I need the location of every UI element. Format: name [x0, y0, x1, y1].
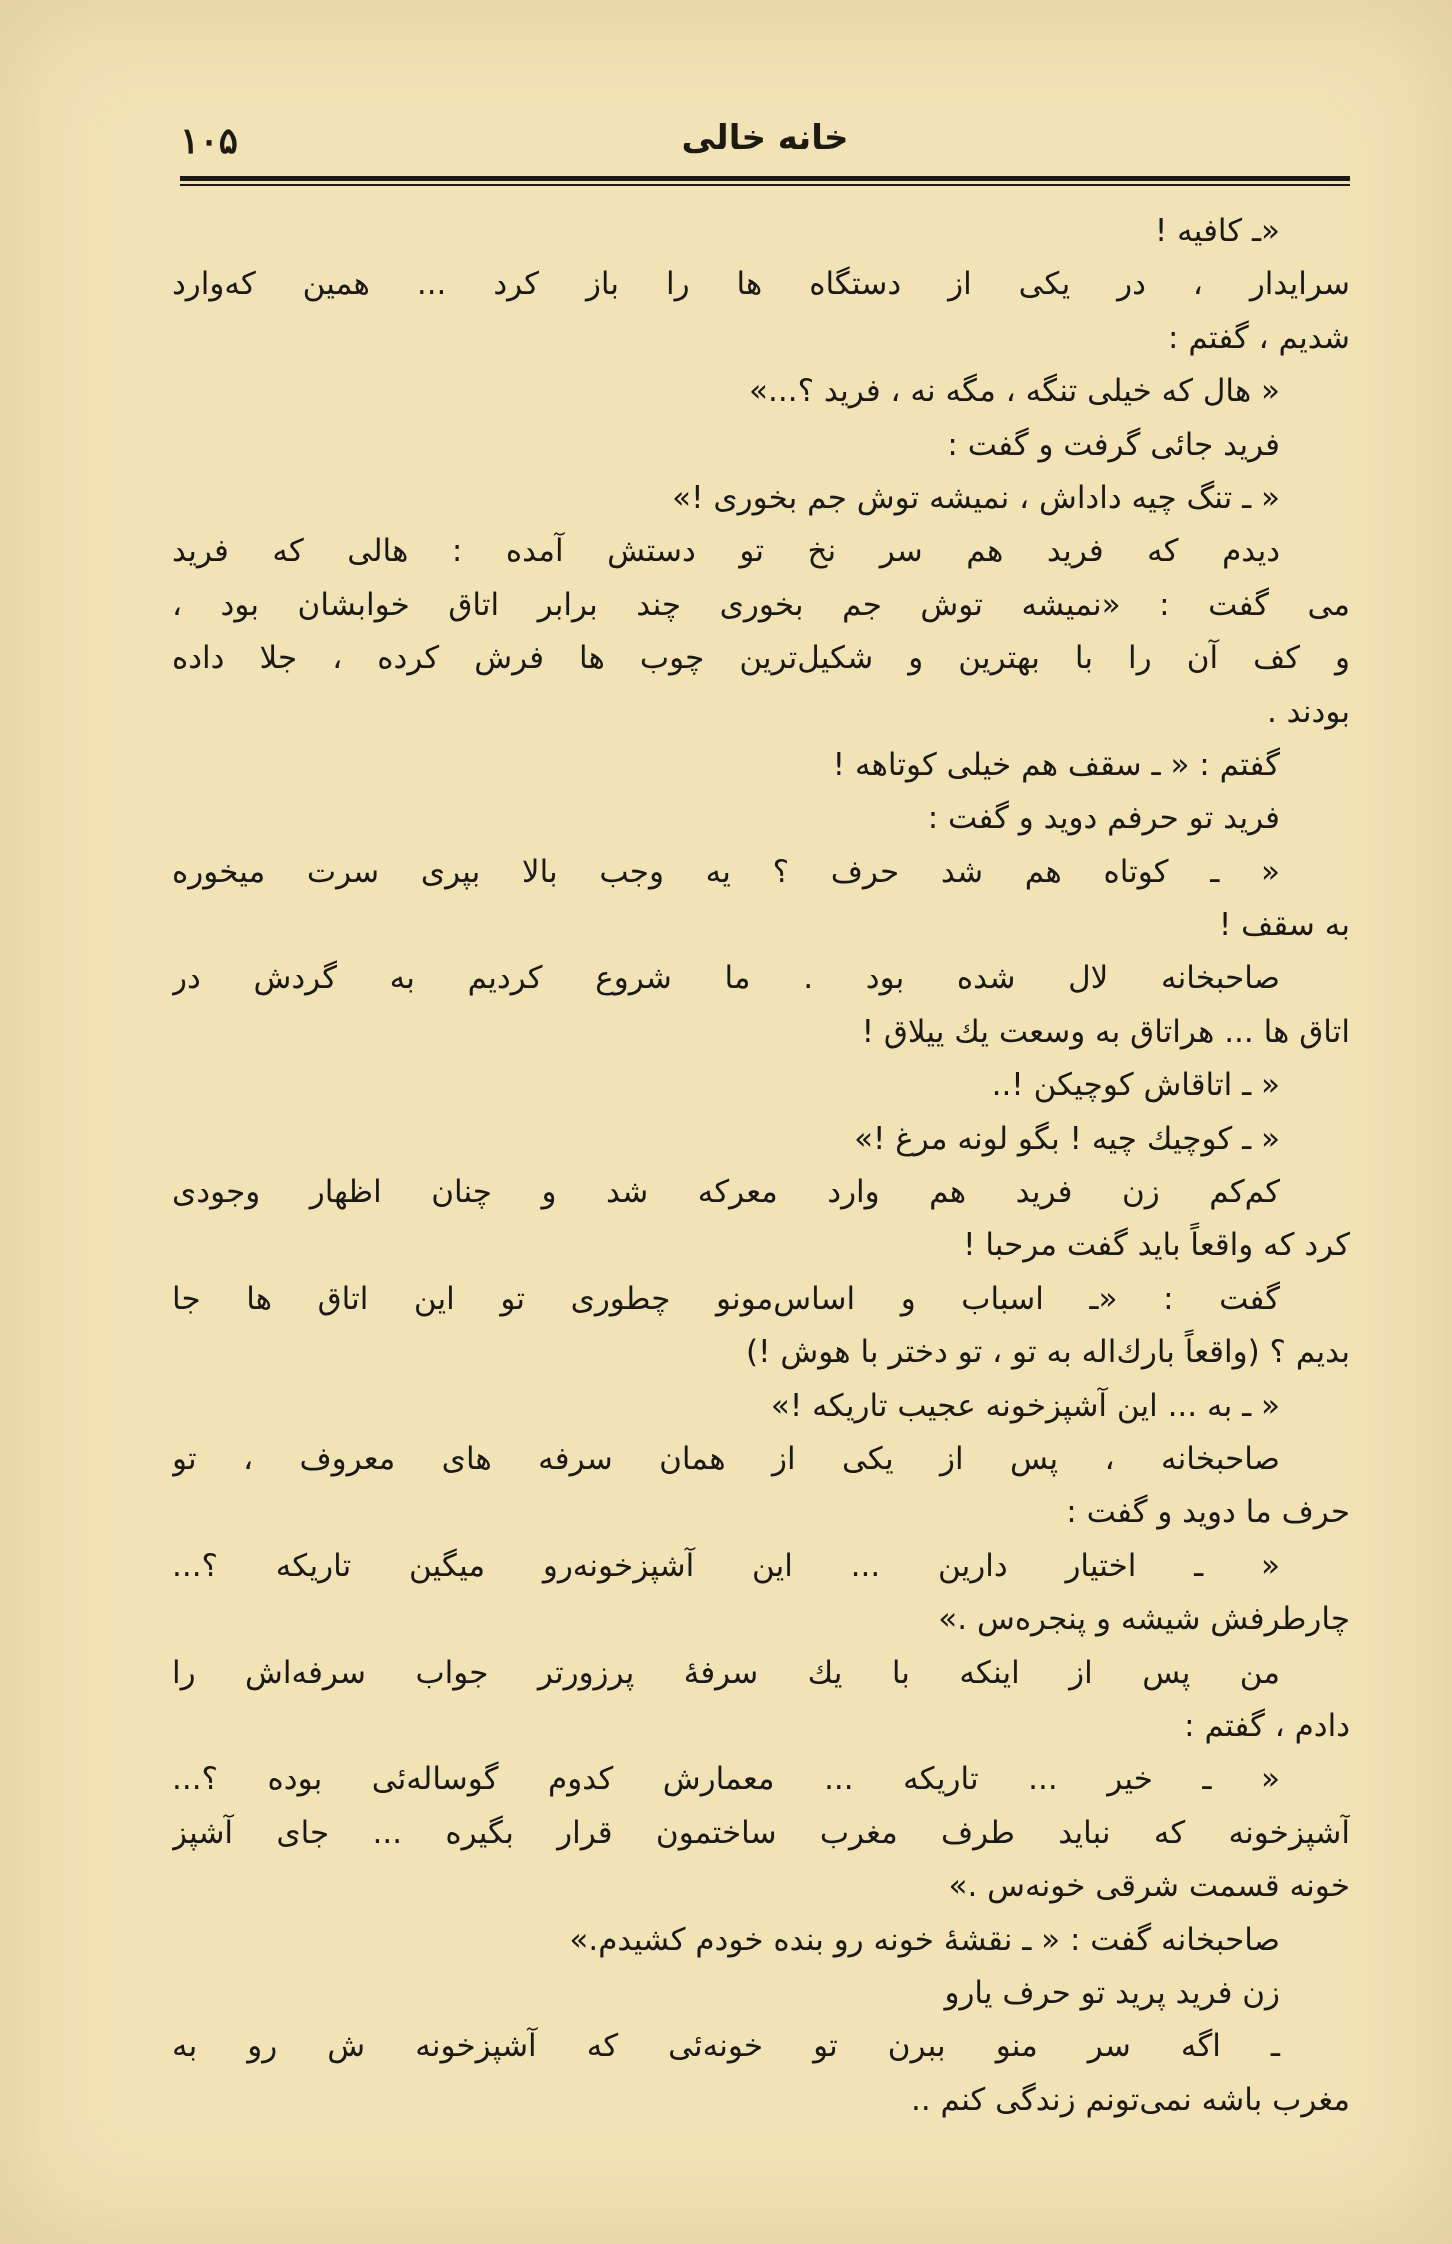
text-line: مغرب باشه نمی‌تونم زندگی کنم .. — [911, 2081, 1350, 2118]
page-header — [180, 110, 1350, 180]
text-line: «ـ کافیه ! — [1154, 213, 1280, 249]
text-line: آشپزخونه که نباید طرف مغرب ساختمون قرار بگیره ... جای آشپز — [172, 1814, 1350, 1851]
header-rule-thin — [180, 184, 1350, 186]
text-line: شدیم ، گفتم : — [1168, 319, 1350, 356]
header-rule-thick — [180, 176, 1350, 181]
text-line: من پس از اینکه با یك سرفهٔ پرزورتر جواب سرفه‌اش را — [172, 1654, 1280, 1691]
text-line: صاحبخانه لال شده بود . ما شروع کردیم به گردش در — [172, 960, 1280, 997]
text-line: کم‌کم زن فرید هم وارد معرکه شد و چنان اظهار وجودی — [172, 1174, 1280, 1211]
text-line: صاحبخانه ، پس از یکی از همان سرفه های معروف ، تو — [172, 1440, 1280, 1477]
text-line: فرید جائی گرفت و گفت : — [947, 426, 1280, 463]
text-line: « ـ خیر ... تاریکه ... معمارش کدوم گوساله‌ئی بوده ؟... — [172, 1761, 1280, 1798]
text-line: « هال که خیلی تنگه ، مگه نه ، فرید ؟...» — [749, 373, 1280, 410]
text-line: فرید تو حرفم دوید و گفت : — [927, 800, 1280, 837]
text-line: به سقف ! — [1218, 907, 1350, 944]
text-line: « ـ به ... این آشپزخونه عجیب تاریکه !» — [770, 1387, 1280, 1424]
text-line: بدیم ؟ (واقعاً بارك‌اله به تو ، تو دختر با هوش !) — [746, 1334, 1350, 1371]
text-line: صاحبخانه گفت : « ـ نقشهٔ خونه رو بنده خودم کشیدم.» — [569, 1921, 1280, 1958]
text-line: « ـ کوچیك چیه ! بگو لونه مرغ !» — [854, 1120, 1280, 1157]
running-title: خانه خالی — [681, 118, 849, 158]
text-line: و کف آن را با بهترین و شکیل‌ترین چوب ها فرش کرده ، جلا داده — [172, 640, 1350, 677]
text-line: کرد که واقعاً باید گفت مرحبا ! — [963, 1227, 1350, 1264]
text-line: ـ اگه سر منو ببرن تو خونه‌ئی که آشپزخونه ش رو به — [172, 2028, 1280, 2065]
text-line: زن فرید پرید تو حرف یارو — [944, 1974, 1280, 2011]
text-line: گفت : «ـ اسباب و اساس‌مونو چطوری تو این اتاق ها جا — [172, 1280, 1280, 1317]
text-line: « ـ کوتاه هم شد حرف ؟ یه وجب بالا بپری سرت میخوره — [172, 853, 1280, 890]
text-line: دادم ، گفتم : — [1184, 1707, 1350, 1744]
text-line: حرف ما دوید و گفت : — [1066, 1494, 1350, 1531]
text-line: اتاق ها ... هراتاق به وسعت یك ییلاق ! — [861, 1013, 1350, 1050]
text-line: چارطرفش شیشه و پنجره‌س .» — [938, 1601, 1350, 1638]
text-line: گفتم : « ـ سقف هم خیلی کوتاهه ! — [832, 746, 1280, 783]
text-line: « ـ اتاقاش کوچیکن !.. — [991, 1067, 1280, 1104]
text-line: می گفت : «نمیشه توش جم بخوری چند برابر اتاق خوابشان بود ، — [172, 586, 1350, 623]
text-line: دیدم که فرید هم سر نخ تو دستش آمده : هالی که فرید — [172, 533, 1280, 570]
text-line: سرایدار ، در یکی از دستگاه ها را باز کرد ... همین که‌وارد — [172, 266, 1350, 303]
body-text — [172, 205, 1350, 2127]
text-line: بودند . — [1266, 693, 1350, 730]
header-rule — [180, 176, 1350, 188]
text-line: « ـ تنگ چیه داداش ، نمیشه توش جم بخوری !» — [672, 479, 1280, 516]
page-number: ۱۰۵ — [180, 120, 239, 162]
text-line: « ـ اختیار دارین ... این آشپزخونه‌رو میگین تاریکه ؟... — [172, 1547, 1280, 1584]
text-line: خونه قسمت شرقی خونه‌س .» — [948, 1868, 1350, 1905]
